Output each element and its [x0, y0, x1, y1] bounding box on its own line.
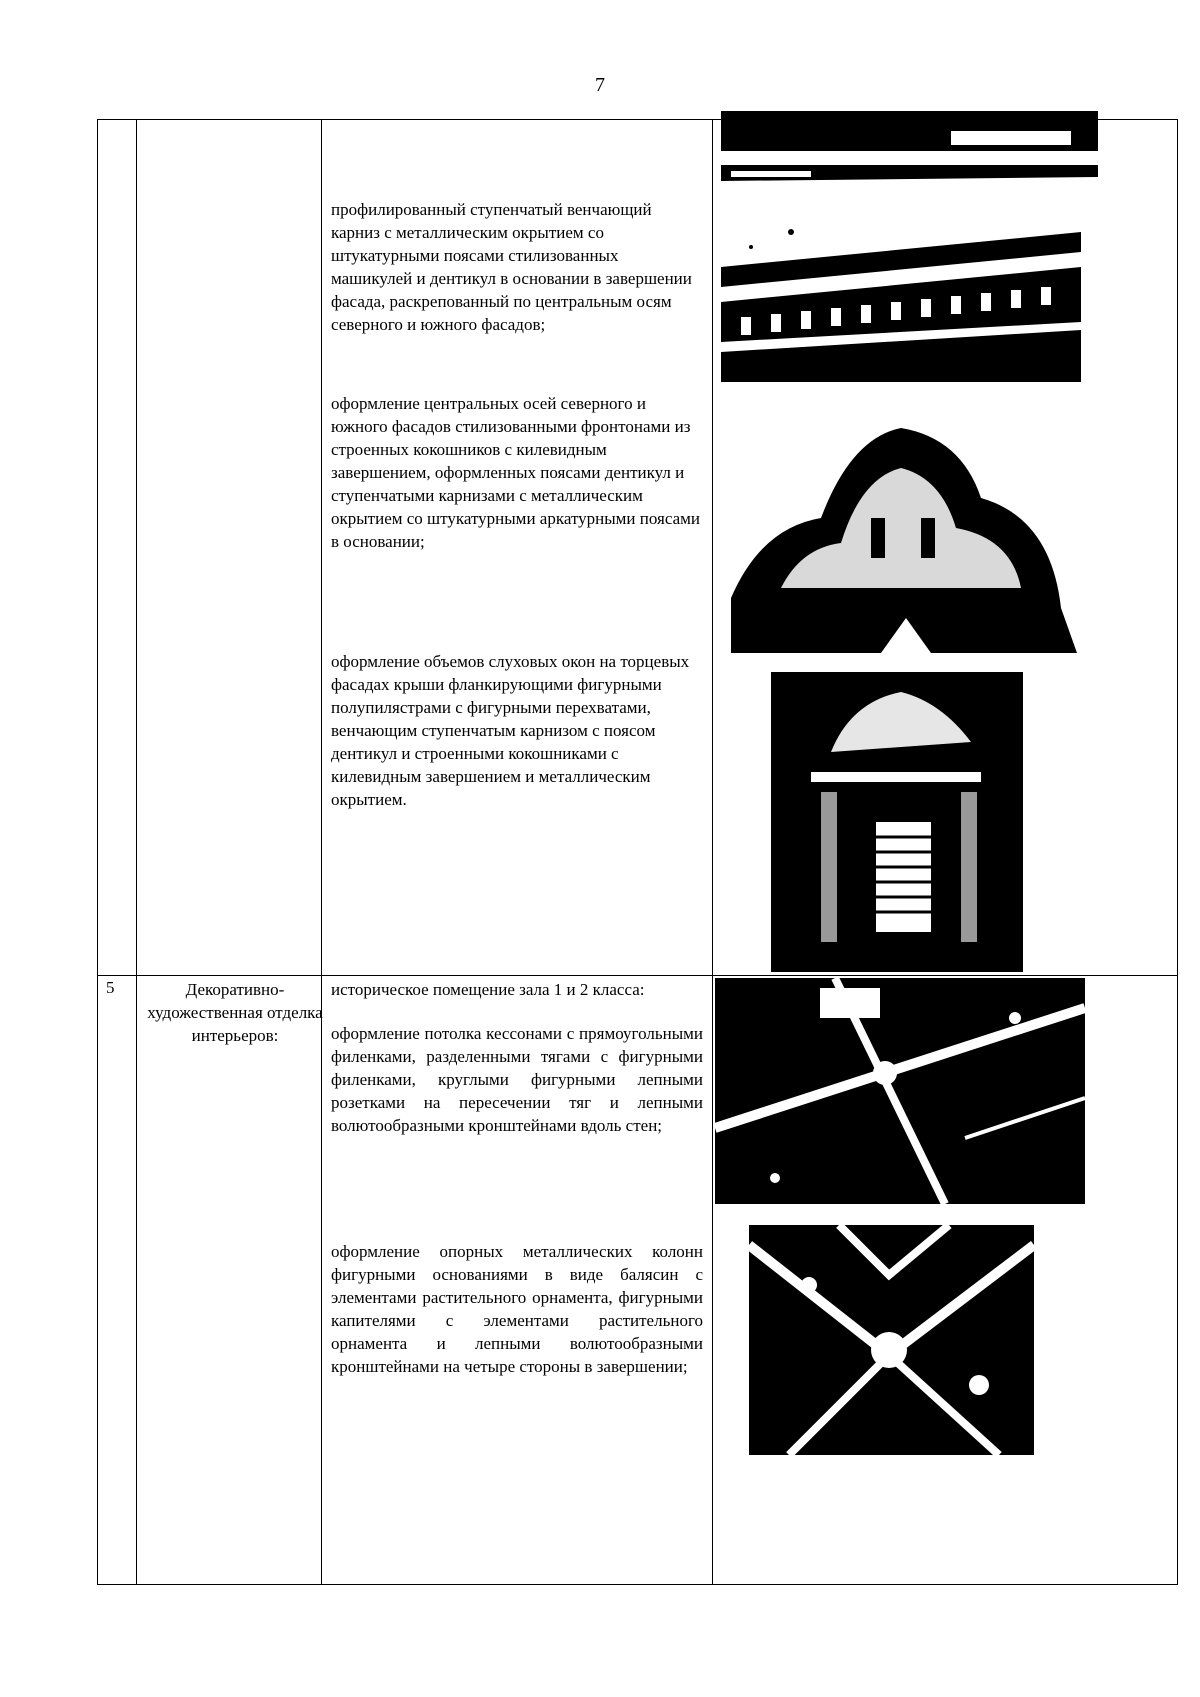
column-capital-photo: [749, 1225, 1034, 1455]
row-title: Декоративно-художественная отделка интерьеров:: [147, 980, 323, 1045]
page-number: 7: [595, 74, 605, 96]
ceiling-caisson-photo: [715, 978, 1085, 1204]
column-description: оформление опорных металлических колонн фигурными основаниями в виде балясин с элементами растительного орнамента, фигурными капителями с элементами растительного орнамента и лепными волютообразными кронштейнами на четыре стороны в завершении;: [331, 1242, 703, 1376]
pediment-description: оформление центральных осей северного и южного фасадов стилизованными фронтонами из строенных кокошников с килевидным завершением, оформленных поясами дентикул и ступенчатыми карнизами с металлическим окрытием со штукатурными аркатурными поясами в основании;: [331, 394, 701, 551]
column-divider: [136, 120, 137, 1584]
cornice-photo: [721, 212, 1081, 382]
dormer-description: оформление объемов слуховых окон на торцевых фасадах крыши фланкирующими фигурными полупилястрами с фигурными перехватами, венчающим ступенчатым карнизом с поясом дентикул и строенными кокошниками с килевидным завершением и металлическим окрытием.: [331, 652, 690, 809]
row-divider: [98, 975, 1177, 976]
dormer-window-photo: [771, 672, 1023, 972]
column-divider: [321, 120, 322, 1584]
cornice-description: профилированный ступенчатый венчающий карниз с металлическим окрытием со штукатурными поясами стилизованных машикулей и дентикул в основании в завершении фасада, раскрепованный по центральным осям северного и южного фасадов;: [331, 200, 692, 334]
row-number: 5: [106, 978, 115, 997]
hall-heading: историческое помещение зала 1 и 2 класса:: [331, 980, 645, 999]
column-divider: [712, 120, 713, 1584]
ceiling-description: оформление потолка кессонами с прямоугольными филенками, разделенными тягами с фигурными филенками, круглыми фигурными лепными розетками на пересечении тяг и лепными волютообразными кронштейнами вдоль стен;: [331, 1024, 703, 1135]
features-table: [97, 119, 1178, 1585]
kokoshnik-pediment-photo: [721, 408, 1077, 653]
cornice-top-photo: [721, 111, 1098, 191]
